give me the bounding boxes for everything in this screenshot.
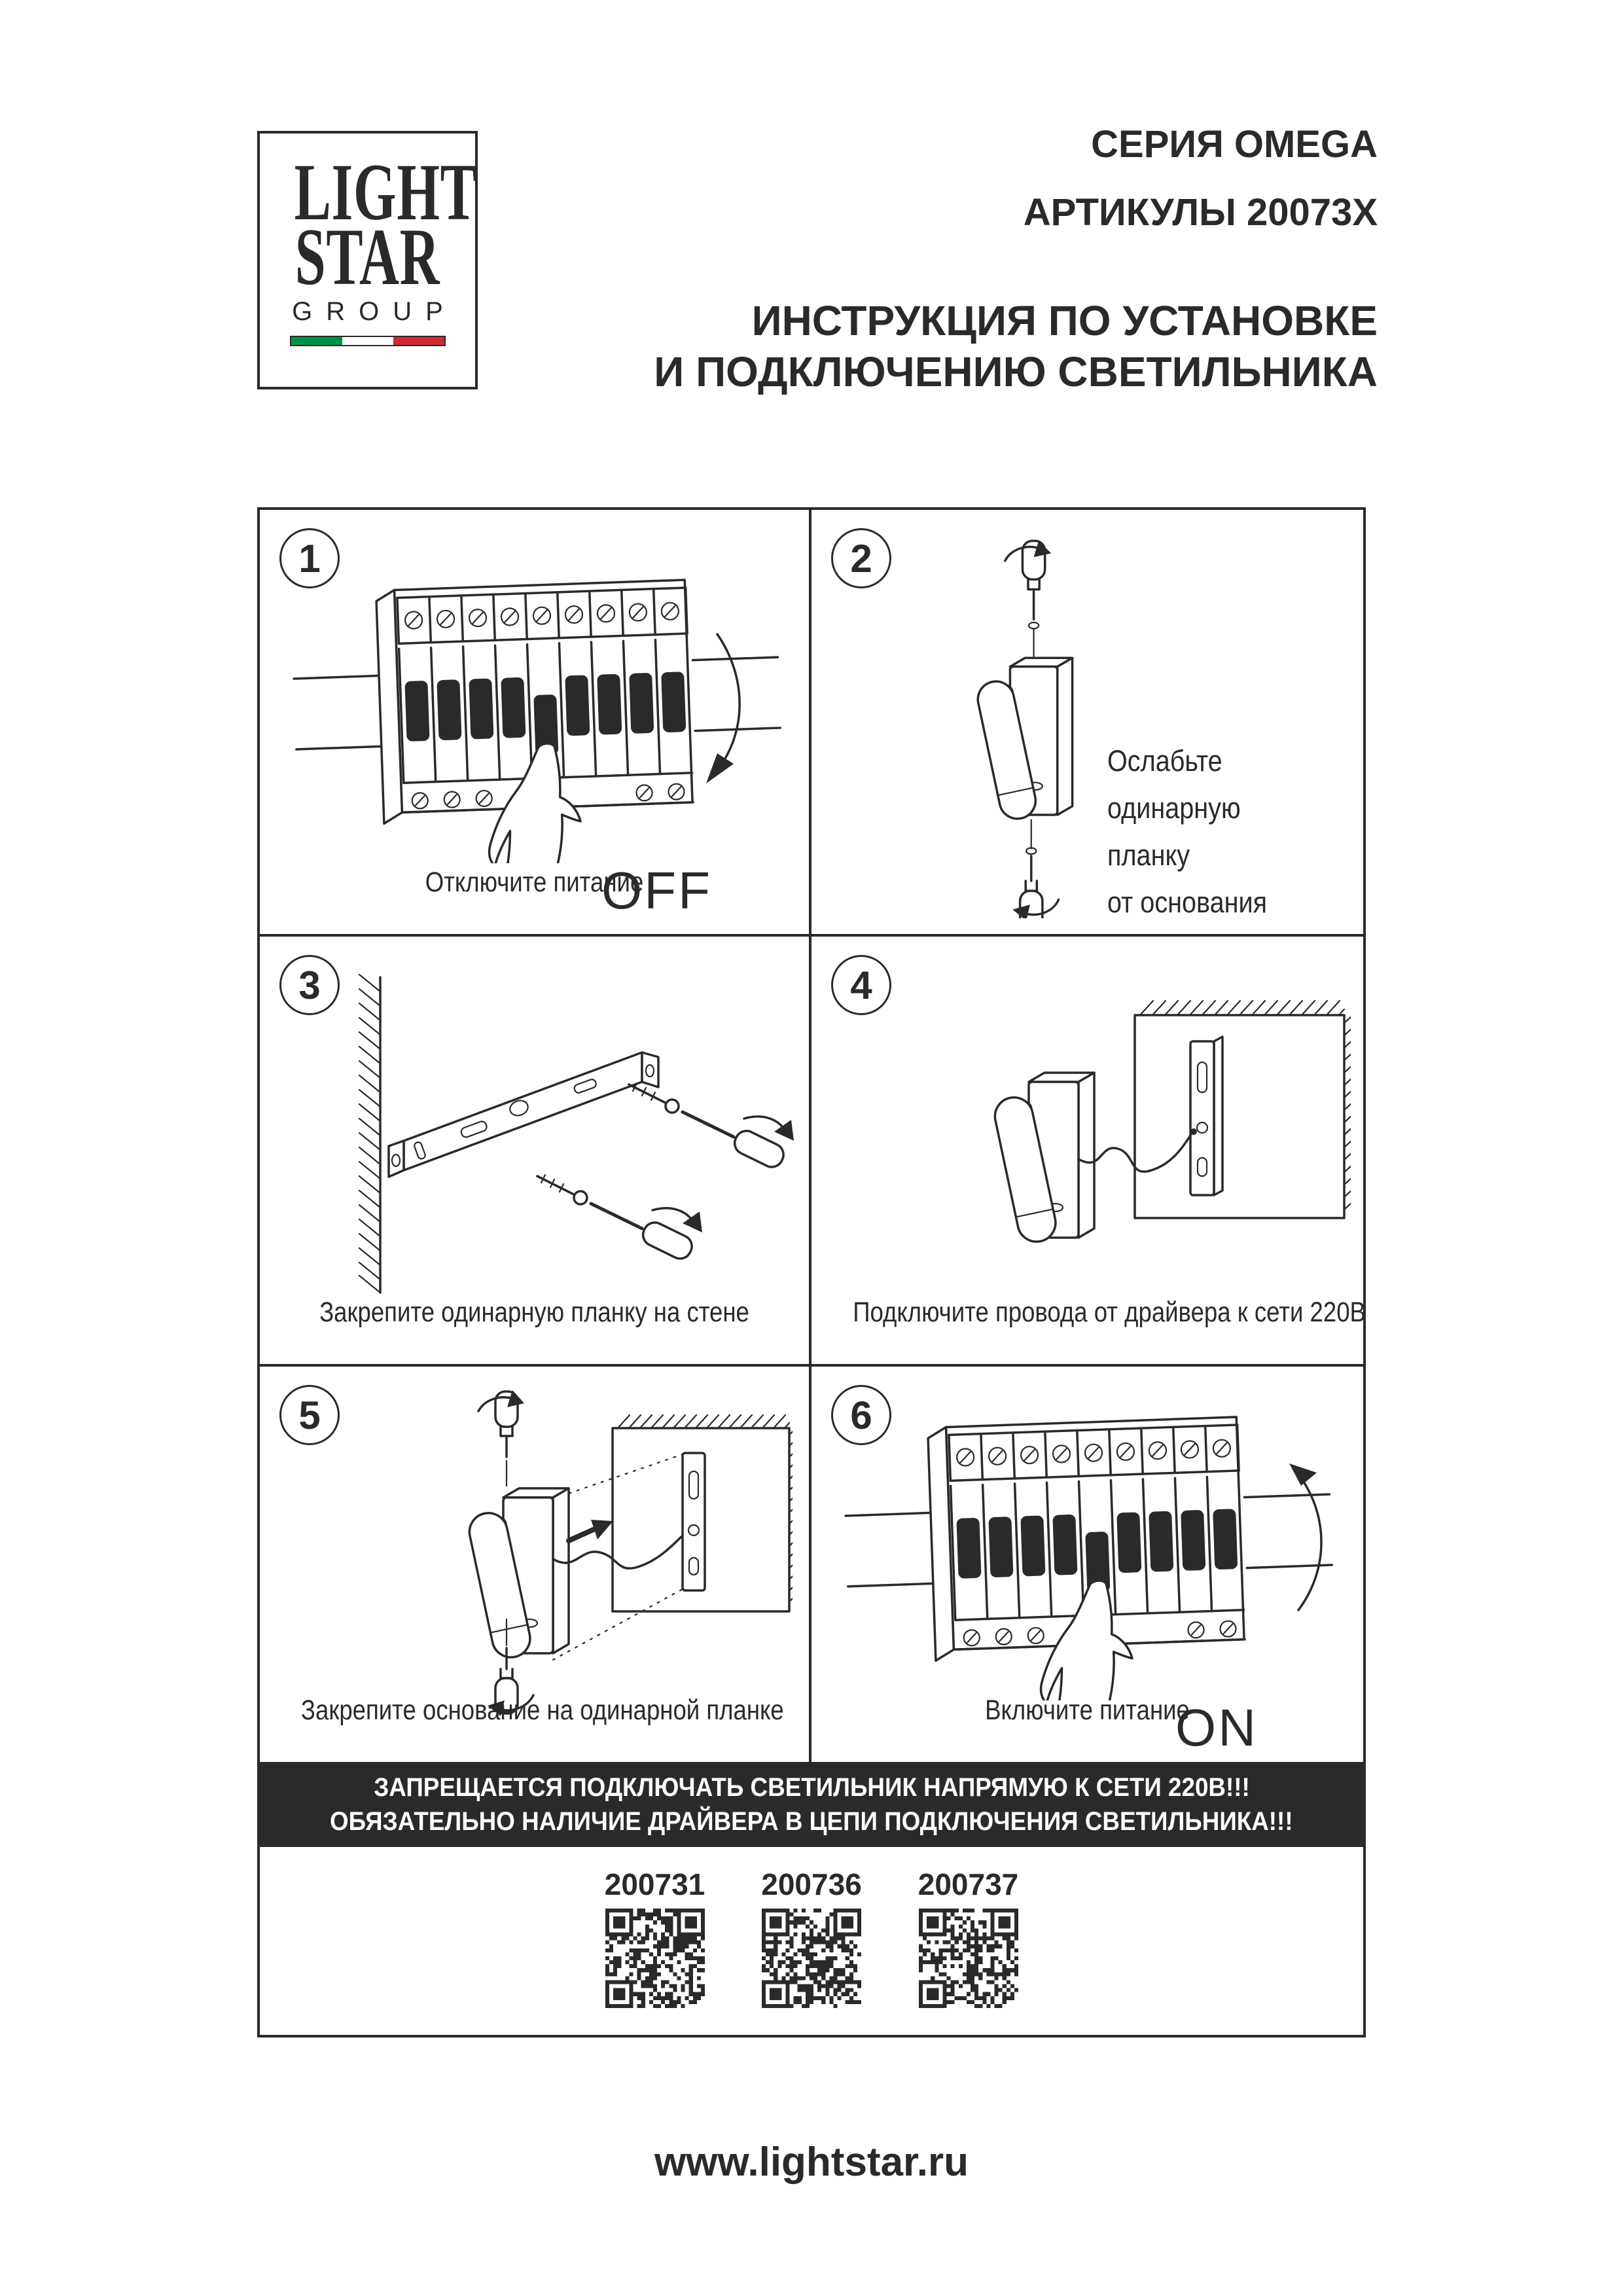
flag-green-stripe: [291, 337, 342, 345]
qr-code-icon: [919, 1909, 1018, 2008]
screw-icon: [537, 1175, 587, 1204]
series-title: СЕРИЯ OMEGA: [1091, 123, 1378, 166]
steps-grid: [260, 510, 1366, 1762]
breaker-panel-on-illustration: [840, 1393, 1338, 1700]
lamp-fixture: [466, 1488, 569, 1661]
screwdriver-icon: [1005, 541, 1051, 619]
breaker-panel-off-illustration: [289, 556, 786, 863]
step-caption: Закрепите одинарную планку на стене: [319, 1297, 749, 1328]
step-cell-4: [812, 937, 1366, 1367]
website-url: www.lightstar.ru: [654, 2140, 969, 2185]
step-caption: Отключите питание: [425, 867, 644, 898]
step-number-badge: 5: [279, 1385, 340, 1445]
screw-icon: [1029, 622, 1039, 656]
screwdriver-icon: [683, 1112, 794, 1171]
screwdriver-icon: [591, 1204, 702, 1263]
flag-red-stripe: [393, 337, 444, 345]
screwdriver-icon: [1012, 856, 1058, 918]
off-arrow: [715, 634, 740, 773]
article-number: 200731: [604, 1867, 705, 1901]
instruction-title-line1: ИНСТРУКЦИЯ ПО УСТАНОВКЕ: [751, 297, 1378, 344]
warning-banner: [260, 1762, 1363, 1847]
fix-base-on-plate-illustration: [282, 1389, 793, 1716]
screw-icon: [629, 1083, 679, 1113]
step-cell-3: [260, 937, 812, 1367]
article-number: 200736: [761, 1867, 862, 1901]
bracket-on-wall: [1190, 1037, 1222, 1195]
wall: [359, 975, 380, 1293]
step-cell-2: [812, 510, 1363, 937]
logo-light-text: LIGHT: [294, 147, 478, 237]
bracket-on-wall: [683, 1453, 705, 1590]
step2-instruction-text: Ослабьте одинарную планку от основания: [1107, 744, 1268, 919]
step-number-badge: 4: [831, 955, 891, 1015]
qr-item: [918, 1867, 1019, 2011]
article-number: 200737: [918, 1867, 1019, 1901]
instructions-frame: [257, 507, 1366, 2037]
connect-wires-illustration: [827, 963, 1351, 1303]
logo-star-text: STAR: [294, 212, 440, 302]
step-number-badge: 6: [831, 1385, 891, 1445]
flag-white-stripe: [342, 337, 393, 345]
qr-code-icon: [605, 1909, 705, 2008]
mounting-plate: [389, 1052, 658, 1177]
mount-plate-on-wall-illustration: [276, 965, 799, 1306]
screwdriver-icon: [478, 1390, 524, 1486]
qr-item: [605, 1867, 705, 2011]
loosen-plate-illustration: [872, 532, 1133, 918]
italy-flag-icon: [290, 336, 446, 346]
step-cell-1: [260, 510, 812, 937]
step-caption: Подключите провода от драйвера к сети 220В: [853, 1297, 1366, 1328]
document-header: [654, 123, 1378, 395]
on-arrowhead-icon: [1289, 1463, 1317, 1486]
step-number-badge: 3: [279, 955, 340, 1015]
step-caption: Закрепите основание на одинарной планке: [300, 1695, 784, 1726]
warning-line-2: ОБЯЗАТЕЛЬНО НАЛИЧИЕ ДРАЙВЕРА В ЦЕПИ ПОДКЛЮЧЕНИЯ СВЕТИЛЬНИКА!!!: [330, 1807, 1293, 1836]
instruction-title-line2: И ПОДКЛЮЧЕНИЮ СВЕТИЛЬНИКА: [654, 348, 1378, 395]
warning-line-1: ЗАПРЕЩАЕТСЯ ПОДКЛЮЧАТЬ СВЕТИЛЬНИК НАПРЯМУЮ К СЕТИ 220В!!!: [373, 1773, 1250, 1802]
on-arrow: [1297, 1473, 1321, 1610]
wall-box: [1135, 1001, 1351, 1218]
off-label: OFF: [601, 861, 712, 920]
articles-title: АРТИКУЛЫ 20073Х: [1023, 191, 1378, 234]
qr-code-icon: [762, 1909, 861, 2008]
lightstar-logo: [257, 131, 478, 389]
on-label: ON: [1175, 1698, 1258, 1757]
step-number-badge: 2: [831, 528, 891, 588]
off-arrowhead-icon: [706, 753, 734, 783]
step-number-badge: 1: [279, 528, 340, 588]
qr-item: [761, 1867, 862, 2011]
insert-arrow: [569, 1520, 613, 1541]
step-cell-5: [260, 1367, 812, 1762]
step-cell-6: [812, 1367, 1363, 1762]
qr-code-section: [260, 1847, 1363, 2011]
step-caption: Включите питание: [985, 1695, 1190, 1726]
logo-group-text: GROUP: [292, 297, 457, 327]
screw-icon: [1026, 820, 1036, 854]
